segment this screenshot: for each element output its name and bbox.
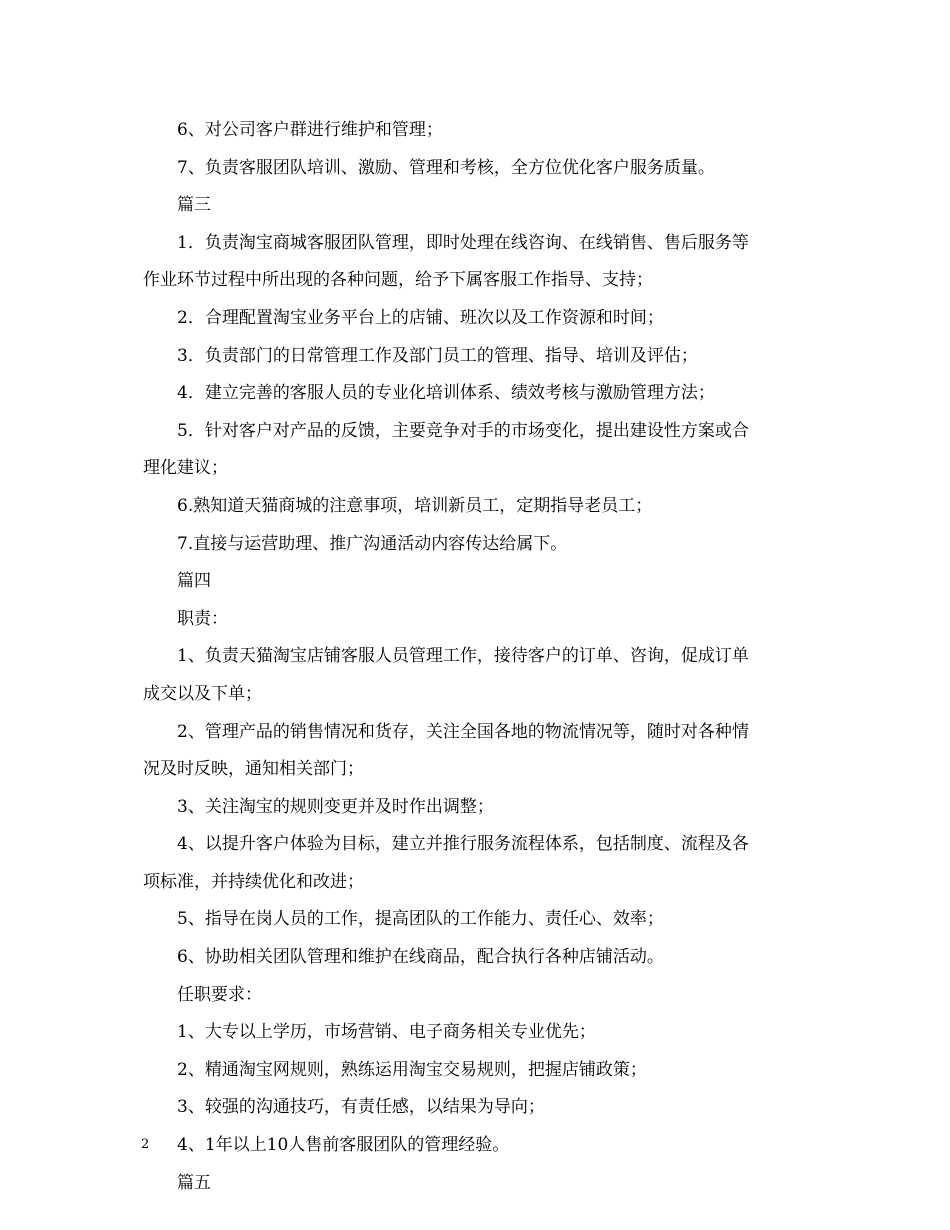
- text-line: 7.直接与运营助理、推广沟通活动内容传达给属下。: [177, 533, 568, 554]
- subheading: 任职要求：: [177, 984, 262, 1005]
- body-text: [0, 112, 950, 1202]
- text-line: 4．建立完善的客服人员的专业化培训体系、绩效考核与激励管理方法；: [177, 383, 715, 404]
- text-line: 1、负责天猫淘宝店铺客服人员管理工作，接待客户的订单、咨询，促成订单: [177, 646, 749, 667]
- section-heading: 篇五: [177, 1172, 211, 1193]
- text-line: 6.熟知道天猫商城的注意事项，培训新员工，定期指导老员工；: [177, 495, 653, 516]
- text-line: 成交以及下单；: [143, 683, 262, 704]
- text-line: 2．合理配置淘宝业务平台上的店铺、班次以及工作资源和时间；: [177, 307, 664, 328]
- section-heading: 篇三: [177, 195, 211, 216]
- text-line: 4、1年以上10人售前客服团队的管理经验。: [177, 1135, 510, 1156]
- subheading: 职责：: [177, 608, 228, 629]
- text-line: 6、对公司客户群进行维护和管理；: [177, 120, 443, 140]
- section-heading: 篇四: [177, 571, 211, 592]
- page-number: 2: [141, 1137, 150, 1152]
- text-line: 理化建议；: [143, 458, 228, 479]
- text-line: 7、负责客服团队培训、激励、管理和考核，全方位优化客户服务质量。: [177, 157, 715, 178]
- text-line: 3、关注淘宝的规则变更并及时作出调整；: [177, 796, 494, 817]
- text-line: 1．负责淘宝商城客服团队管理，即时处理在线咨询、在线销售、售后服务等: [177, 232, 749, 253]
- text-line: 6、协助相关团队管理和维护在线商品，配合执行各种店铺活动。: [177, 947, 664, 968]
- text-line: 5、指导在岗人员的工作，提高团队的工作能力、责任心、效率；: [177, 909, 664, 930]
- text-line: 项标准，并持续优化和改进；: [143, 871, 364, 892]
- text-line: 4、以提升客户体验为目标，建立并推行服务流程体系，包括制度、流程及各: [177, 834, 749, 855]
- text-line: 1、大专以上学历，市场营销、电子商务相关专业优先；: [177, 1022, 596, 1043]
- text-line: 2、管理产品的销售情况和货存，关注全国各地的物流情况等，随时对各种情: [177, 721, 749, 742]
- text-line: 况及时反映，通知相关部门；: [143, 759, 364, 780]
- text-line: 5．针对客户对产品的反馈，主要竞争对手的市场变化，提出建设性方案或合: [177, 420, 749, 441]
- text-line: 2、精通淘宝网规则，熟练运用淘宝交易规则，把握店铺政策；: [177, 1059, 647, 1080]
- text-line: 3．负责部门的日常管理工作及部门员工的管理、指导、培训及评估；: [177, 345, 698, 366]
- text-line: 作业环节过程中所出现的各种问题，给予下属客服工作指导、支持；: [143, 270, 653, 291]
- text-line: 3、较强的沟通技巧，有责任感，以结果为导向；: [177, 1097, 545, 1118]
